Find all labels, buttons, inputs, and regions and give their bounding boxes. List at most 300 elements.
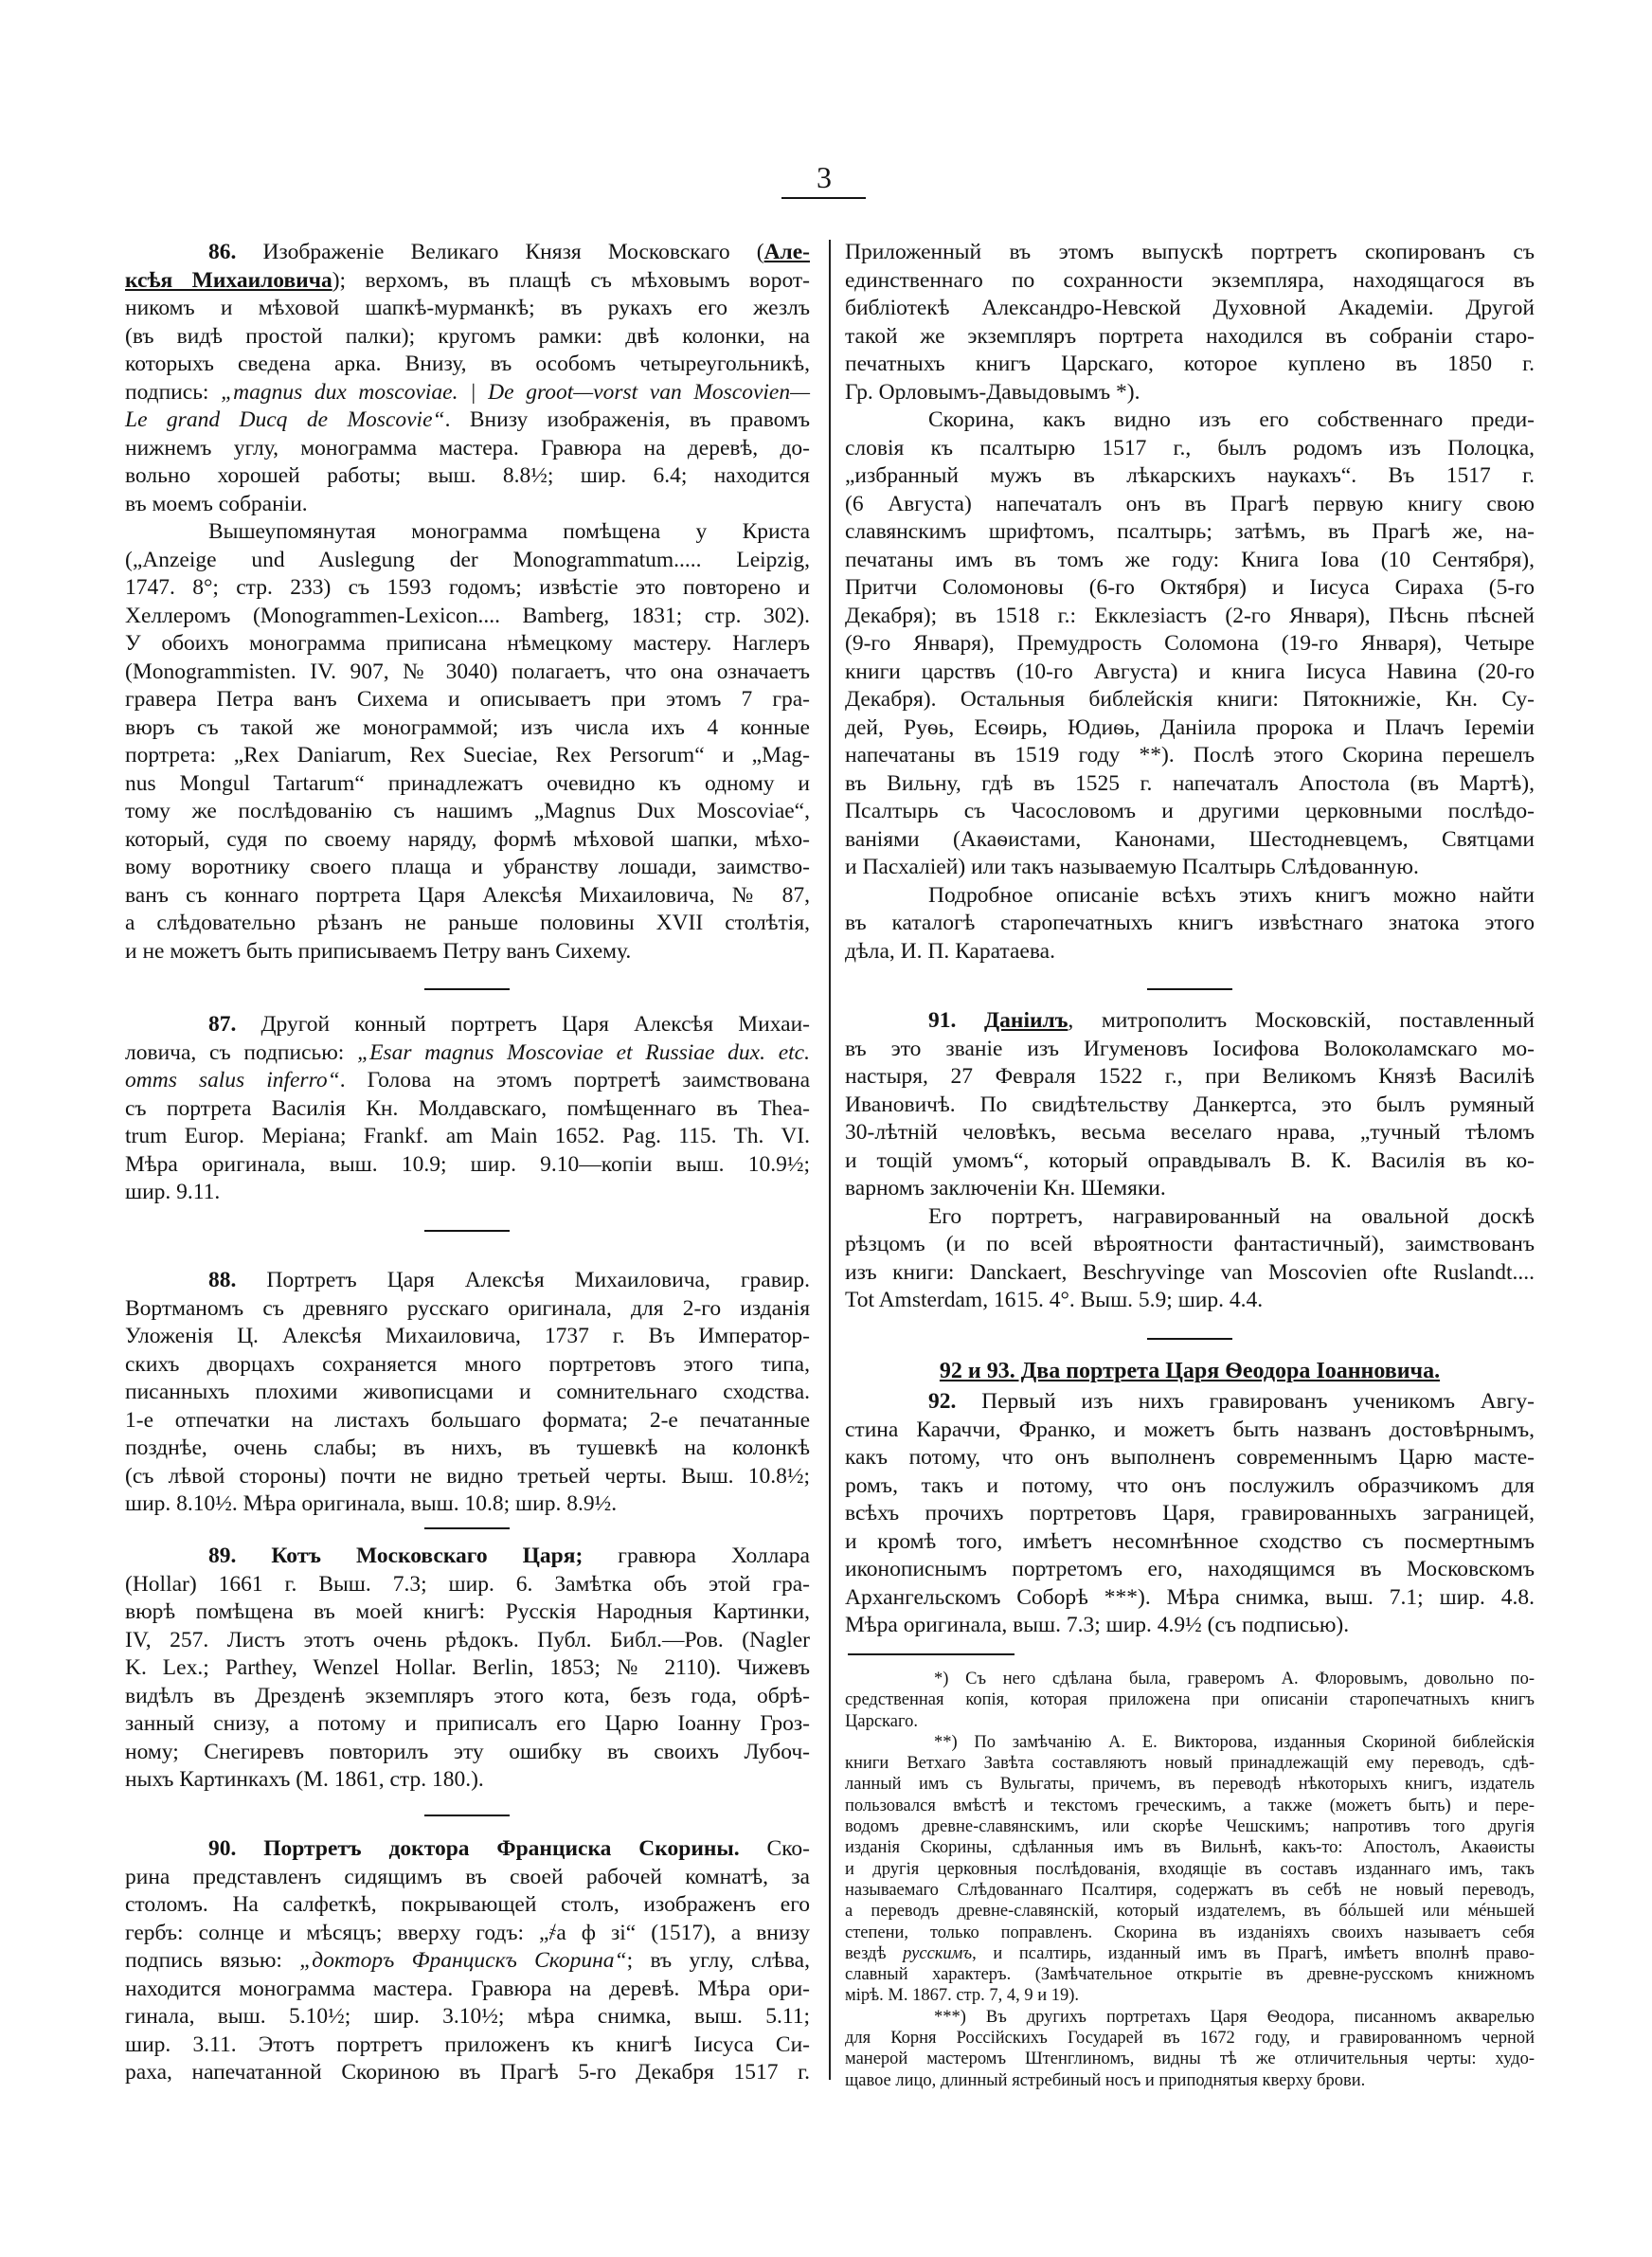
text-line xyxy=(125,1323,810,1351)
text-run: степени, только поправленъ. Скорина въ изданіяхъ своихъ называетъ себя xyxy=(845,1923,1535,1942)
text-run: Ивановичѣ. По свидѣтельству Данкертса, это былъ румяный xyxy=(845,1092,1535,1117)
text-line xyxy=(845,742,1535,770)
text-line xyxy=(845,1417,1535,1445)
text-line xyxy=(845,462,1535,491)
text-run: ланный имъ съ Вульгаты, причемъ, въ переводѣ нѣкоторыхъ книгъ, издатель xyxy=(845,1775,1535,1795)
text-run: ному; Снегиревъ повторилъ эту ошибку въ своихъ Лубоч- xyxy=(125,1739,810,1764)
text-line xyxy=(845,1175,1535,1203)
text-run: Портретъ Царя Алексѣя Михаиловича, гравир. xyxy=(236,1268,810,1292)
text-line xyxy=(125,826,810,855)
text-run: шир. 3.11. Этотъ портретъ приложенъ къ книгѣ Іисуса Си- xyxy=(125,2031,810,2057)
text-run: вому воротнику своего плаща и убранству лошади, заимство- xyxy=(125,855,810,879)
text-line xyxy=(845,938,1535,966)
text-run: и другія церковныя послѣдованія, входящіе въ составъ изданнаго имъ, такъ xyxy=(845,1859,1535,1879)
text-line xyxy=(845,547,1535,575)
text-run: Tot Amsterdam, 1615. 4°. Выш. 5.9; шир. 4.4. xyxy=(845,1288,1264,1312)
text-line xyxy=(845,239,1535,267)
text-line xyxy=(125,1267,810,1295)
text-line xyxy=(125,2059,810,2087)
text-line xyxy=(125,1095,810,1124)
text-run: а переводъ древне-славянскій, который издателемъ, въ бóльшей или мéньшей xyxy=(845,1902,1535,1922)
text-run: варномъ заключеніи Кн. Шемяки. xyxy=(845,1176,1166,1201)
text-run: библіотекѣ Александро-Невской Духовной Академіи. Другой xyxy=(845,296,1535,320)
text-line xyxy=(845,714,1535,743)
text-line xyxy=(845,1711,1535,1732)
text-run: (9-го Января), Премудрость Соломона (19-го Января), Четыре xyxy=(845,631,1535,656)
text-run: книги Ветхаго Завѣта составляютъ новый принадлежащій ему переводъ, сдѣ- xyxy=(845,1754,1535,1774)
text-line xyxy=(845,1556,1535,1584)
text-line xyxy=(125,239,810,267)
text-run: Гр. Орловымъ-Давыдовымъ *). xyxy=(845,379,1140,405)
footnotes xyxy=(845,1669,1535,2091)
text-run: IV, 257. Листъ этотъ очень рѣдокъ. Публ. Библ.—Ров. (Nagler xyxy=(125,1627,810,1652)
text-line xyxy=(125,1739,810,1767)
text-line xyxy=(125,770,810,799)
text-line xyxy=(125,1407,810,1435)
text-line xyxy=(125,1039,810,1068)
text-run: называемаго Слѣдованнаго Псалтиря, содержатъ въ себѣ не новый переводъ, xyxy=(845,1880,1535,1900)
paragraph xyxy=(125,518,810,966)
text-run: тому же послѣдованію съ нашимъ „Magnus Dux Moscoviae“, xyxy=(125,799,810,823)
text-run: какъ потому, что онъ выполненъ современнымъ Царю масте- xyxy=(845,1445,1535,1470)
text-run: („Anzeige und Auslegung der Monogrammatum..... Leipzig, xyxy=(125,547,810,572)
text-run: (Monogrammisten. IV. 907, № 3040) полагаетъ, что она означаетъ xyxy=(125,659,810,684)
paragraph xyxy=(845,1203,1535,1315)
text-line xyxy=(845,798,1535,826)
text-line xyxy=(845,323,1535,352)
text-run: дей, Руѳь, Есѳирь, Юдиѳь, Даніила пророка и Плачъ Іереміи xyxy=(845,714,1535,740)
text-line xyxy=(845,1472,1535,1501)
text-line xyxy=(125,1598,810,1627)
text-line xyxy=(125,742,810,770)
paragraph xyxy=(845,2007,1535,2091)
italic-quote: „magnus dux moscoviae. | De groot—vorst van Moscovien— xyxy=(221,379,811,405)
text-run: гравера Петра ванъ Сихема и описываетъ при этомъ 7 гра- xyxy=(125,687,810,712)
text-line xyxy=(125,379,810,407)
text-line xyxy=(845,686,1535,714)
text-line xyxy=(125,462,810,491)
text-line xyxy=(125,1891,810,1920)
text-line xyxy=(845,1287,1535,1315)
text-line xyxy=(845,1880,1535,1901)
bold-title: 92. xyxy=(928,1389,957,1414)
paragraph xyxy=(125,1267,810,1519)
text-line xyxy=(845,518,1535,547)
text-run: нижнемъ углу, монограмма мастера. Гравюра на деревѣ, до- xyxy=(125,435,810,460)
text-run: **) По замѣчанію А. Е. Викторова, изданныя Скориной библейскія xyxy=(934,1732,1535,1752)
paragraph xyxy=(845,1388,1535,1640)
text-run: ныхъ Картинкахъ (М. 1861, стр. 180.). xyxy=(125,1767,484,1792)
text-run: печатаны имъ въ томъ же году: Книга Іова (10 Сентября), xyxy=(845,547,1535,572)
entry-90-continued xyxy=(845,239,1535,966)
text-line xyxy=(845,1092,1535,1120)
text-run: Мѣра оригинала, выш. 10.9; шир. 9.10—копіи выш. 10.9½; xyxy=(125,1151,810,1177)
section-separator xyxy=(424,1230,510,1232)
text-line xyxy=(125,295,810,323)
text-line xyxy=(125,1766,810,1795)
text-run: Декабря). Остальныя библейскія книги: Пятокнижіе, Кн. Су- xyxy=(845,687,1535,712)
bold-title: Але- xyxy=(763,240,810,264)
text-run: дѣла, И. П. Каратаева. xyxy=(845,938,1055,964)
text-line xyxy=(845,1444,1535,1472)
text-run: . Голова на этомъ портретѣ заимствована xyxy=(339,1068,810,1092)
text-line xyxy=(845,1147,1535,1176)
text-line xyxy=(125,1710,810,1739)
section-separator xyxy=(1147,1338,1232,1340)
text-run: иконописнымъ портретомъ его, находящимся въ Московскомъ xyxy=(845,1557,1535,1581)
text-run: (въ видѣ простой палки); кругомъ рамки: двѣ колонки, на xyxy=(125,323,810,349)
text-line xyxy=(845,1388,1535,1417)
text-line xyxy=(125,603,810,631)
text-run: Скорина, какъ видно изъ его собственнаго преди- xyxy=(928,407,1535,432)
text-run: рѣзцомъ (и по всей вѣроятности фантастичный), заимствованъ xyxy=(845,1232,1535,1256)
text-line xyxy=(125,1571,810,1599)
text-run: шир. 9.11. xyxy=(125,1180,221,1204)
text-run: находится монограмма мастера. Гравюра на деревѣ. Мѣра ори- xyxy=(125,1976,810,2001)
text-line xyxy=(125,2003,810,2031)
paragraph xyxy=(845,1669,1535,1732)
text-run: Его портретъ, награвированный на овальной доскѣ xyxy=(928,1203,1535,1229)
text-run: такой же экземпляръ портрета находился въ собраніи старо- xyxy=(845,323,1535,349)
column-divider xyxy=(829,240,831,2080)
text-run: Декабря); въ 1518 г.: Екклезіастъ (2-го Января), Пѣснь пѣсней xyxy=(845,603,1535,628)
page-number-rule xyxy=(781,197,866,199)
text-run: печатныхъ книгъ Царскаго, которое куплено въ 1850 г. xyxy=(845,352,1535,376)
text-line xyxy=(125,1864,810,1892)
paragraph xyxy=(125,1011,810,1207)
text-line xyxy=(845,1774,1535,1795)
text-run: позднѣе, очень слабы; въ нихъ, въ тушевкѣ на колонкѣ xyxy=(125,1435,810,1460)
text-line xyxy=(845,1837,1535,1858)
text-run: Царскаго. xyxy=(845,1711,918,1731)
text-run: всѣхъ прочихъ портретовъ Царя, гравированныхъ заграницей, xyxy=(845,1501,1535,1526)
text-run: съ портрета Василія Кн. Молдавскаго, помѣщеннаго въ Thea- xyxy=(125,1095,810,1121)
text-line xyxy=(845,1753,1535,1774)
entry-91 xyxy=(845,1007,1535,1315)
bold-title: 88. xyxy=(208,1268,237,1292)
text-line xyxy=(845,826,1535,855)
text-run: Вышеупомянутая монограмма помѣщена у Криста xyxy=(208,519,810,544)
text-line xyxy=(125,686,810,714)
text-line xyxy=(125,1947,810,1976)
text-line xyxy=(125,574,810,603)
italic-quote: русскимъ xyxy=(903,1943,973,1963)
text-run: гравюра Холлара xyxy=(583,1544,810,1568)
text-run: книги царствъ (10-го Августа) и книга Іисуса Навина (20-го xyxy=(845,659,1535,684)
text-line xyxy=(845,1231,1535,1259)
text-line xyxy=(125,1654,810,1683)
text-run: Приложенный въ этомъ выпускѣ портретъ скопированъ съ xyxy=(845,240,1535,264)
text-line xyxy=(125,1067,810,1095)
bold-title: 90. Портретъ доктора Франциска Скорины. xyxy=(208,1836,740,1861)
text-run: Подробное описаніе всѣхъ этихъ книгъ можно найти xyxy=(928,882,1535,908)
text-run: который, судя по своему наряду, формѣ мѣховой шапки, мѣхо- xyxy=(125,826,810,852)
entry-87 xyxy=(125,1011,810,1207)
text-line xyxy=(125,1835,810,1864)
text-line xyxy=(125,854,810,882)
text-line xyxy=(845,379,1535,407)
text-run: напечатаны въ 1519 году **). Послѣ этого Скорина перешелъ xyxy=(845,743,1535,767)
text-line xyxy=(125,1295,810,1324)
text-line xyxy=(125,1543,810,1571)
text-line xyxy=(845,1901,1535,1922)
text-line xyxy=(845,1036,1535,1064)
text-run: славный характеръ. (Замѣчательное открытіе въ древне-русскомъ книжномъ xyxy=(845,1965,1535,1985)
text-line xyxy=(125,1976,810,2004)
text-line xyxy=(125,798,810,826)
text-line xyxy=(125,1351,810,1380)
text-run: гербъ: солнце и мѣсяцъ; вверху годъ: „҂а ф зі“ (1517), а внизу xyxy=(125,1920,810,1945)
italic-quote: Le grand Ducq de Moscovie“ xyxy=(125,407,445,432)
entry-89 xyxy=(125,1543,810,1795)
text-line xyxy=(845,1007,1535,1036)
text-run: *) Съ него сдѣлана была, граверомъ А. Флоровымъ, довольно по- xyxy=(934,1670,1535,1688)
text-line xyxy=(845,267,1535,296)
text-line xyxy=(125,1179,810,1207)
text-run: стина Караччи, Франко, и можетъ быть названъ достовѣрнымъ, xyxy=(845,1417,1535,1442)
text-run: водомъ древне-славянскимъ, или скорѣе Чешскимъ; напротивъ того другія xyxy=(845,1817,1535,1837)
italic-quote: omms salus inferro“ xyxy=(125,1068,340,1092)
text-run: ); верхомъ, въ плащѣ съ мѣховымъ ворот- xyxy=(332,267,810,293)
text-line xyxy=(125,2031,810,2060)
bold-title: Даніилъ xyxy=(984,1008,1068,1033)
text-line xyxy=(125,1123,810,1151)
text-run: настыря, 27 Февраля 1522 г., при Великомъ Князѣ Василіѣ xyxy=(845,1064,1535,1089)
text-line xyxy=(125,1435,810,1463)
text-line xyxy=(125,518,810,547)
text-line xyxy=(845,1669,1535,1689)
text-line xyxy=(845,1732,1535,1753)
text-run: Мѣра оригинала, выш. 7.3; шир. 4.9½ (съ подписью). xyxy=(845,1613,1350,1637)
text-run: въ каталогѣ старопечатныхъ книгъ извѣстнаго знатока этого xyxy=(845,911,1535,935)
text-line xyxy=(125,1463,810,1491)
text-line xyxy=(125,491,810,519)
text-run: въ Вильну, гдѣ въ 1525 г. напечаталъ Апостола (въ Мартѣ), xyxy=(845,770,1535,796)
paragraph xyxy=(845,1732,1535,2007)
footnote-rule xyxy=(848,1653,1015,1655)
text-run: ловича, съ подписью: xyxy=(125,1039,358,1065)
text-run: щавое лицо, длинный ястребиный носъ и приподнятыя кверху брови. xyxy=(845,2070,1366,2090)
text-line xyxy=(845,2070,1535,2091)
text-run: рина представленъ сидящимъ въ своей рабочей комнатѣ, за xyxy=(125,1864,810,1889)
text-run: Первый изъ нихъ гравированъ ученикомъ Авгу- xyxy=(956,1389,1535,1414)
bold-title: ксѣя Михаиловича xyxy=(125,267,332,293)
text-run: славянскимъ шрифтомъ, псалтырь; затѣмъ, въ Прагѣ же, на- xyxy=(845,519,1535,544)
text-run: Притчи Соломоновы (6-го Октября) и Іисуса Сираха (5-го xyxy=(845,575,1535,600)
text-line xyxy=(845,435,1535,463)
text-line xyxy=(845,1816,1535,1837)
text-line xyxy=(845,1859,1535,1880)
text-run: шир. 8.10½. Мѣра оригинала, выш. 10.8; шир. 8.9½. xyxy=(125,1491,618,1516)
text-run: занный снизу, а потому и приписалъ его Царю Іоанну Гроз- xyxy=(125,1711,810,1736)
text-run: Вортманомъ съ древняго русскаго оригинала, для 2-го изданія xyxy=(125,1295,810,1321)
text-line xyxy=(845,1689,1535,1710)
text-run: ***) Въ другихъ портретахъ Царя Ѳеодора, писанномъ акварелью xyxy=(934,2007,1535,2027)
text-run: и кромѣ того, имѣетъ несомнѣнное сходство съ посмертнымъ xyxy=(845,1528,1535,1554)
text-run: средственная копія, которая приложена при описаніи старопечатныхъ книгъ xyxy=(845,1690,1535,1710)
text-line xyxy=(125,323,810,352)
text-run: вюрѣ помѣщена въ моей книгѣ: Русскія Народныя Картинки, xyxy=(125,1599,810,1624)
text-line xyxy=(845,2007,1535,2028)
text-run: словія къ псалтырю 1517 г., былъ родомъ изъ Полоцка, xyxy=(845,435,1535,460)
page-number: 3 xyxy=(817,160,832,194)
text-line xyxy=(845,2028,1535,2049)
paragraph xyxy=(125,1835,810,2087)
text-line xyxy=(125,910,810,938)
text-run: nus Mongul Tartarum“ принадлежатъ очевидно къ одному и xyxy=(125,770,810,796)
section-separator xyxy=(424,1527,510,1529)
text-run: и не можетъ быть приписываемъ Петру ванъ Сихему. xyxy=(125,938,632,964)
text-run: вездѣ xyxy=(845,1943,904,1963)
text-run: а слѣдовательно рѣзанъ не раньше половины XVII столѣтія, xyxy=(125,911,810,935)
text-line xyxy=(125,351,810,379)
text-run: 1-е отпечатки на листахъ большаго формата; 2-е печатанные xyxy=(125,1407,810,1433)
text-line xyxy=(845,351,1535,379)
text-run: писанныхъ плохими живописцами и сомнительнаго сходства. xyxy=(125,1380,810,1404)
text-run: видѣлъ въ Дрезденѣ экземпляръ этого кота, безъ года, обрѣ- xyxy=(125,1683,810,1708)
text-line xyxy=(125,547,810,575)
text-line xyxy=(125,1151,810,1180)
text-line xyxy=(845,1203,1535,1232)
text-line xyxy=(845,630,1535,659)
text-line xyxy=(125,1490,810,1519)
text-line xyxy=(845,1119,1535,1147)
text-line xyxy=(845,1063,1535,1092)
text-line xyxy=(125,267,810,296)
bold-title: 87. xyxy=(208,1012,237,1037)
text-run: никомъ и мѣховой шапкѣ-мурманкѣ; въ рукахъ его жезлъ xyxy=(125,296,810,320)
text-line xyxy=(125,659,810,687)
text-run: trum Europ. Меріана; Frankf. am Main 1652. Pag. 115. Th. VI. xyxy=(125,1124,810,1148)
text-run: единственнаго по сохранности экземпляра, находящагося въ xyxy=(845,267,1535,293)
heading-92-93: 92 и 93. Два портрета Царя Ѳеодора Іоанновича. xyxy=(939,1359,1441,1383)
text-line xyxy=(125,1627,810,1655)
text-run: и Пасхаліей) или такъ называемую Псалтырь Слѣдованную. xyxy=(845,855,1419,879)
italic-quote: „докторъ Францискъ Скорина“ xyxy=(299,1948,627,1973)
text-run: ; въ углу, слѣва, xyxy=(626,1948,810,1973)
text-run: вольно хорошей работы; выш. 8.8½; шир. 6.4; находится xyxy=(125,463,810,488)
text-run: . Внизу изображенія, въ правомъ xyxy=(444,407,810,432)
text-line xyxy=(125,882,810,911)
text-run: Архангельскомъ Соборѣ ***). Мѣра снимка, выш. 7.1; шир. 4.8. xyxy=(845,1584,1535,1610)
text-line xyxy=(845,2049,1535,2069)
text-line xyxy=(125,714,810,743)
text-run: Хеллеромъ (Monogrammen-Lexicon.... Bamberg, 1831; стр. 302). xyxy=(125,603,810,628)
text-line xyxy=(845,1943,1535,1964)
text-run: ромъ, такъ и потому, что онъ послужилъ образчикомъ для xyxy=(845,1472,1535,1498)
section-separator xyxy=(1147,988,1232,990)
entry-86 xyxy=(125,239,810,966)
text-run: (Hollar) 1661 г. Выш. 7.3; шир. 6. Замѣтка объ этой гра- xyxy=(125,1571,810,1597)
text-line xyxy=(845,1796,1535,1816)
text-run: столомъ. На салфеткѣ, покрывающей столъ, изображенъ его xyxy=(125,1892,810,1917)
text-run: изданія Скорины, сдѣланныя имъ въ Вильнѣ, какъ-то: Апостолъ, Акаѳисты xyxy=(845,1838,1535,1858)
text-run: вюръ съ такой же монограммой; изъ числа ихъ 4 конные xyxy=(125,714,810,740)
entry-88 xyxy=(125,1267,810,1519)
text-run: для Корня Россійскихъ Государей въ 1672 году, и гравированномъ черной xyxy=(845,2029,1535,2049)
paragraph xyxy=(845,406,1535,882)
text-line xyxy=(125,406,810,435)
text-run: , и псалтирь, изданный имъ въ Прагѣ, имѣетъ вполнѣ право- xyxy=(972,1943,1535,1963)
text-run: Уложенія Ц. Алексѣя Михаиловича, 1737 г. Въ Император- xyxy=(125,1324,810,1348)
paragraph xyxy=(125,239,810,518)
entry-90 xyxy=(125,1835,810,2087)
text-run: въ моемъ собраніи. xyxy=(125,491,308,516)
text-run: портрета: „Rex Daniarum, Rex Sueciae, Rex Persorum“ и „Mag- xyxy=(125,743,810,767)
text-run: 30-лѣтній человѣкъ, весьма веселаго нрава, „тучный тѣломъ xyxy=(845,1120,1535,1145)
section-separator xyxy=(424,1815,510,1816)
text-line xyxy=(845,1500,1535,1528)
text-line xyxy=(845,1923,1535,1943)
text-line xyxy=(125,1379,810,1407)
paragraph xyxy=(125,1543,810,1795)
text-run: „избранный мужъ въ лѣкарскихъ наукахъ“. Въ 1517 г. xyxy=(845,463,1535,488)
text-line xyxy=(845,603,1535,631)
text-run: ванъ съ коннаго портрета Царя Алексѣя Михаиловича, № 87, xyxy=(125,882,810,908)
text-run: изъ книги: Danckaert, Beschryvinge van Moscovien ofte Ruslandt.... xyxy=(845,1259,1535,1285)
text-run: гинала, выш. 5.10½; шир. 3.10½; мѣра снимка, выш. 5.11; xyxy=(125,2004,810,2029)
text-run: Другой конный портретъ Царя Алексѣя Михаи- xyxy=(236,1012,810,1037)
text-line xyxy=(845,854,1535,882)
paragraph xyxy=(845,882,1535,966)
text-line xyxy=(125,1920,810,1948)
text-run: Псалтырь съ Часословомъ и другими церковными послѣдо- xyxy=(845,799,1535,823)
text-run: ваніями (Акаѳистами, Канонами, Шестодневцемъ, Святцами xyxy=(845,826,1535,852)
text-run: мірѣ. М. 1867. стр. 7, 4, 9 и 19). xyxy=(845,1986,1080,2006)
bold-title: 86. xyxy=(208,240,237,264)
text-line xyxy=(845,406,1535,435)
text-run: въ это званіе изъ Игуменовъ Іосифова Волоколамскаго мо- xyxy=(845,1036,1535,1061)
text-line xyxy=(845,1964,1535,1985)
text-line xyxy=(125,435,810,463)
paragraph xyxy=(845,1007,1535,1203)
text-run: манерой мастеромъ Штенглиномъ, видны тѣ же отличительныя черты: худо- xyxy=(845,2049,1535,2069)
text-line xyxy=(845,910,1535,938)
text-line xyxy=(845,770,1535,799)
text-line xyxy=(845,659,1535,687)
text-run: , митрополитъ Московскій, поставленный xyxy=(1068,1008,1535,1033)
text-line xyxy=(845,882,1535,911)
text-run: раха, напечатанной Скориною въ Прагѣ 5-го Декабря 1517 г. xyxy=(125,2060,810,2085)
text-line xyxy=(845,574,1535,603)
entry-92 xyxy=(845,1388,1535,1640)
text-run: пользовался вмѣстѣ и текстомъ греческимъ, а также (можетъ быть) и пере- xyxy=(845,1796,1535,1815)
text-line xyxy=(125,1011,810,1039)
text-run: которыхъ сведена арка. Внизу, въ особомъ четыреугольникѣ, xyxy=(125,352,810,376)
text-run: скихъ дворцахъ сохраняется много портретовъ этого типа, xyxy=(125,1351,810,1377)
text-run: и тощій умомъ“, который оправдывалъ В. К. Василія въ ко- xyxy=(845,1147,1535,1173)
text-run: (съ лѣвой стороны) почти не видно третьей черты. Выш. 10.8½; xyxy=(125,1463,810,1489)
text-line xyxy=(125,938,810,966)
section-separator xyxy=(424,988,510,990)
text-line xyxy=(845,295,1535,323)
text-line xyxy=(845,1584,1535,1613)
bold-title: 91. xyxy=(928,1008,984,1033)
text-run: Изображеніе Великаго Князя Московскаго ( xyxy=(236,240,764,264)
text-line xyxy=(125,630,810,659)
paragraph xyxy=(845,239,1535,406)
text-run: Ско- xyxy=(739,1836,810,1861)
text-line xyxy=(845,1612,1535,1640)
text-line xyxy=(845,1985,1535,2006)
text-run: подпись вязью: xyxy=(125,1948,300,1973)
text-line xyxy=(845,491,1535,519)
text-line xyxy=(845,1259,1535,1288)
text-line xyxy=(125,1683,810,1711)
text-run: K. Lex.; Parthey, Wenzel Hollar. Berlin, 1853; № 2110). Чижевъ xyxy=(125,1655,810,1680)
text-run: (6 Августа) напечаталъ онъ въ Прагѣ первую книгу свою xyxy=(845,491,1535,516)
text-line xyxy=(845,1528,1535,1557)
